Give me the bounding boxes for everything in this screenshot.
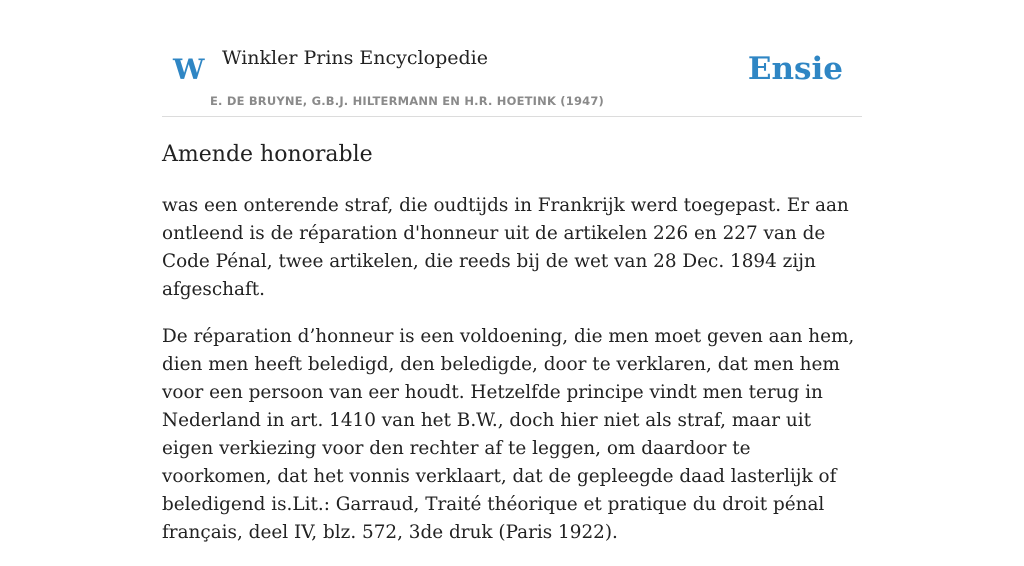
article-paragraph-2: De réparation d’honneur is een voldoening, die men moet geven aan hem, dien men heeft beledigd, den beledigde, door te verklaren, dat men hem voor een persoon van eer houdt. Hetzelfde principe vindt men terug in Nederland in art. 1410 van het B.W., doch hier niet als straf, maar uit eigen verkiezing voor den rechter af te leggen, om daardoor te voorkomen, dat het vonnis verklaart, dat de gepleegde daad lasterlijk of beledigend is.Lit.: Garraud, Traité théorique et pratique du droit pénal français, deel IV, blz. 572, 3de druk (Paris 1922).	[162, 326, 855, 543]
ensie-brand-link[interactable]: Ensie	[747, 51, 843, 87]
source-title-link[interactable]: Winkler Prins Encyclopedie	[222, 47, 488, 69]
winkler-prins-logo-icon[interactable]: W	[173, 53, 205, 86]
article-body	[162, 192, 862, 566]
article-paragraph-1: was een onterende straf, die oudtijds in Frankrijk werd toegepast. Er aan ontleend is de réparation d'honneur uit de artikelen 226 en 227 van de Code Pénal, twee artikelen, die reeds bij de wet van 28 Dec. 1894 zijn afgeschaft.	[162, 195, 849, 300]
page-header	[162, 0, 862, 117]
source-authors: E. DE BRUYNE, G.B.J. HILTERMANN EN H.R. HOETINK (1947)	[210, 94, 605, 108]
article-title: Amende honorable	[162, 142, 373, 167]
